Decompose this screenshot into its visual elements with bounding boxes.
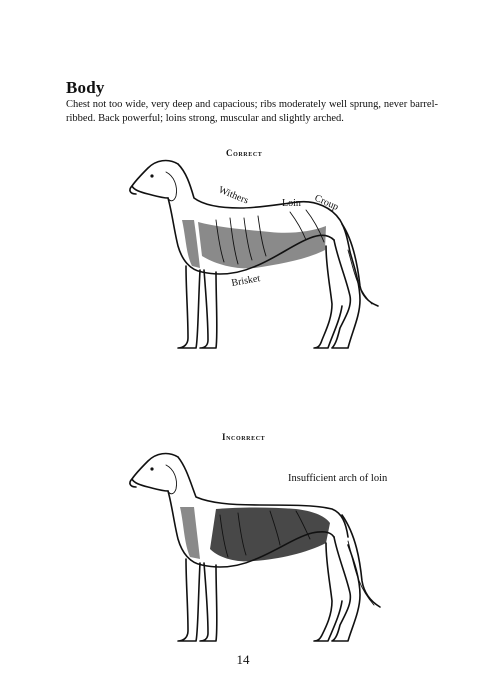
caption-incorrect: Incorrect <box>222 432 266 442</box>
section-heading: Body <box>66 78 105 97</box>
section-paragraph: Chest not too wide, very deep and capacious; ribs moderately well sprung, never barrel-ribbed. Back powerful; loins strong, muscular and slightly arched. <box>66 99 438 124</box>
label-brisket: Brisket <box>230 273 261 289</box>
caption-correct: Correct <box>226 148 263 158</box>
label-croup: Croup <box>312 192 341 213</box>
label-loin: Loin <box>282 198 301 209</box>
label-withers: Withers <box>216 184 250 207</box>
incorrect-note: Insufficient arch of loin <box>288 473 388 484</box>
correct-dog-illustration <box>120 150 390 360</box>
page-number: 14 <box>236 652 250 667</box>
